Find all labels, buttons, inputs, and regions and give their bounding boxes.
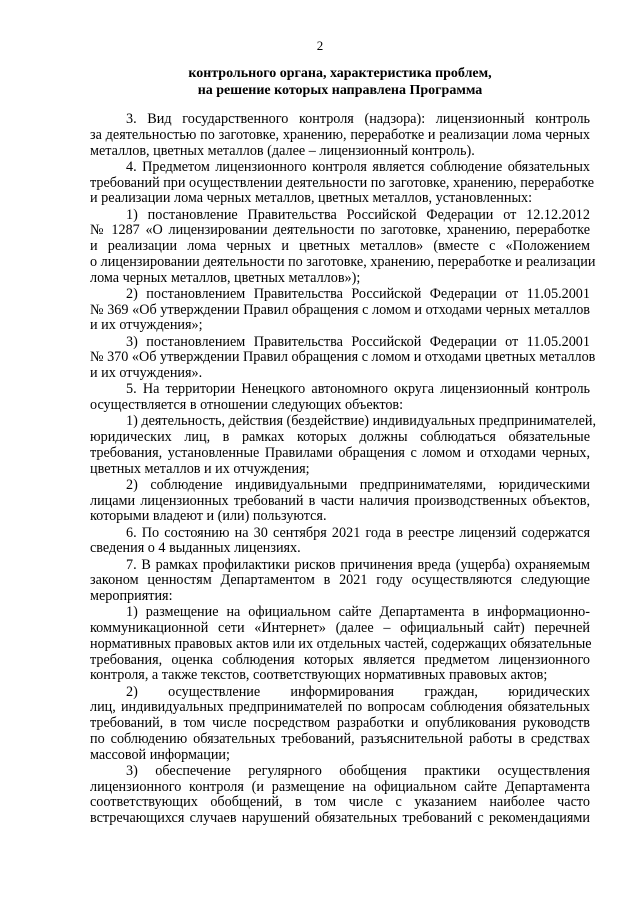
text-line: 4. Предметом лицензионного контроля является соблюдение обязательных (126, 158, 590, 175)
text-line: лома черных металлов, цветных металлов»); (90, 269, 361, 286)
text-line: соответствующих обобщений, в том числе с указанием наиболее часто (90, 794, 590, 811)
paragraph (90, 764, 590, 827)
paragraph (90, 413, 597, 477)
paragraph (90, 526, 590, 558)
text-line: 3. Вид государственного контроля (надзора): лицензионный контроль (126, 111, 590, 127)
text-line: и реализации лома черных металлов, цветных металлов, установленных: (90, 190, 533, 207)
text-line: металлов, цветных металлов (далее – лицензионный контроль). (90, 142, 475, 159)
text-line: требований при осуществлении деятельности по заготовке, хранению, переработке (90, 174, 595, 191)
text-line: законом ценностям Департаментом в 2021 году осуществляются следующие (90, 572, 590, 589)
paragraph (90, 685, 590, 764)
text-line: 3) обеспечение регулярного обобщения практики осуществления (126, 762, 590, 779)
text-line: контроля, а также текстов, соответствующих нормативных правовых актов; (90, 667, 548, 684)
paragraph (90, 158, 595, 207)
text-line: 5. На территории Ненецкого автономного округа лицензионный контроль (126, 381, 590, 398)
text-line: сведения о 4 выданных лицензиях. (90, 540, 301, 557)
text-line: юридических лиц, в рамках которых должны соблюдаться обязательные (90, 429, 590, 445)
text-line: о лицензировании деятельности по заготовке, хранению, переработке и реализации (90, 253, 596, 270)
text-line: за деятельностью по заготовке, хранению, переработке и реализации лома черных (90, 126, 590, 143)
text-line: лицензионного контроля (и размещение на официальном сайте Департамента (90, 778, 590, 795)
paragraph (90, 382, 590, 414)
paragraph (90, 112, 590, 159)
text-line: по соблюдению обязательных требований, разъяснительной работы в средствах (90, 730, 590, 747)
paragraph (90, 333, 596, 382)
text-line: нормативных правовых актов или их отдельных частей, содержащих обязательные (90, 635, 592, 652)
text-line: 3) постановлением Правительства Российской Федерации от 11.05.2001 (126, 333, 590, 350)
text-line: требования, установленные Правилами обращения с ломом и отходами черных, (90, 444, 590, 461)
paragraph (90, 287, 590, 334)
text-line: 2) осуществление информирования граждан, юридических (126, 683, 590, 700)
page-number: 2 (316, 38, 324, 53)
text-line: лиц, индивидуальных предпринимателей по вопросам соблюдения обязательных (90, 699, 590, 716)
text-line: 2) постановлением Правительства Российской Федерации от 11.05.2001 (126, 285, 590, 302)
text-line: массовой информации; (90, 746, 230, 763)
text-line: 6. По состоянию на 30 сентября 2021 года в реестре лицензий содержатся (126, 524, 590, 541)
text-line: 1) деятельность, действия (бездействие) индивидуальных предпринимателей, (126, 413, 597, 430)
text-line: цветных металлов и их отчуждения; (90, 460, 310, 477)
text-line: коммуникационной сети «Интернет» (далее – официальный сайт) перечней (90, 620, 590, 636)
text-line: встречающихся случаев нарушений обязательных требований с рекомендациями (90, 810, 590, 826)
text-line: и их отчуждения». (90, 365, 203, 381)
paragraph (90, 206, 596, 287)
paragraph (90, 478, 590, 525)
section-heading (90, 65, 590, 99)
text-line: 1) размещение на официальном сайте Департамента в информационно- (126, 604, 590, 621)
text-line: требования, оценка соблюдения которых является предметом лицензионного (90, 651, 590, 668)
text-line: требований, в том числе посредством разработки и опубликования руководств (90, 715, 590, 731)
paragraph (90, 605, 590, 684)
text-line: и их отчуждения»; (90, 317, 203, 334)
text-line: лицами лицензионных требований в части наличия производственных объектов, (90, 492, 590, 509)
heading-line: контрольного органа, характеристика проблем, (188, 66, 492, 81)
text-line: № 1287 «О лицензировании деятельности по заготовке, хранению, переработке (90, 222, 590, 239)
text-line: которыми владеют и (или) пользуются. (90, 508, 327, 525)
text-line: 7. В рамках профилактики рисков причинения вреда (ущерба) охраняемым (126, 556, 590, 573)
text-line: и реализации лома черных и цветных металлов» (вместе с «Положением (90, 238, 590, 254)
paragraph (90, 558, 590, 605)
text-line: № 370 «Об утверждении Правил обращения с ломом и отходами цветных металлов (90, 349, 596, 366)
text-line: № 369 «Об утверждении Правил обращения с ломом и отходами черных металлов (90, 301, 590, 318)
text-line: мероприятия: (90, 588, 173, 604)
text-line: 1) постановление Правительства Российской Федерации от 12.12.2012 (126, 206, 590, 223)
heading-line: на решение которых направлена Программа (197, 83, 483, 98)
document-body (90, 111, 597, 827)
text-line: 2) соблюдение индивидуальными предпринимателями, юридическими (126, 476, 590, 493)
text-line: осуществляется в отношении следующих объектов: (90, 397, 404, 413)
